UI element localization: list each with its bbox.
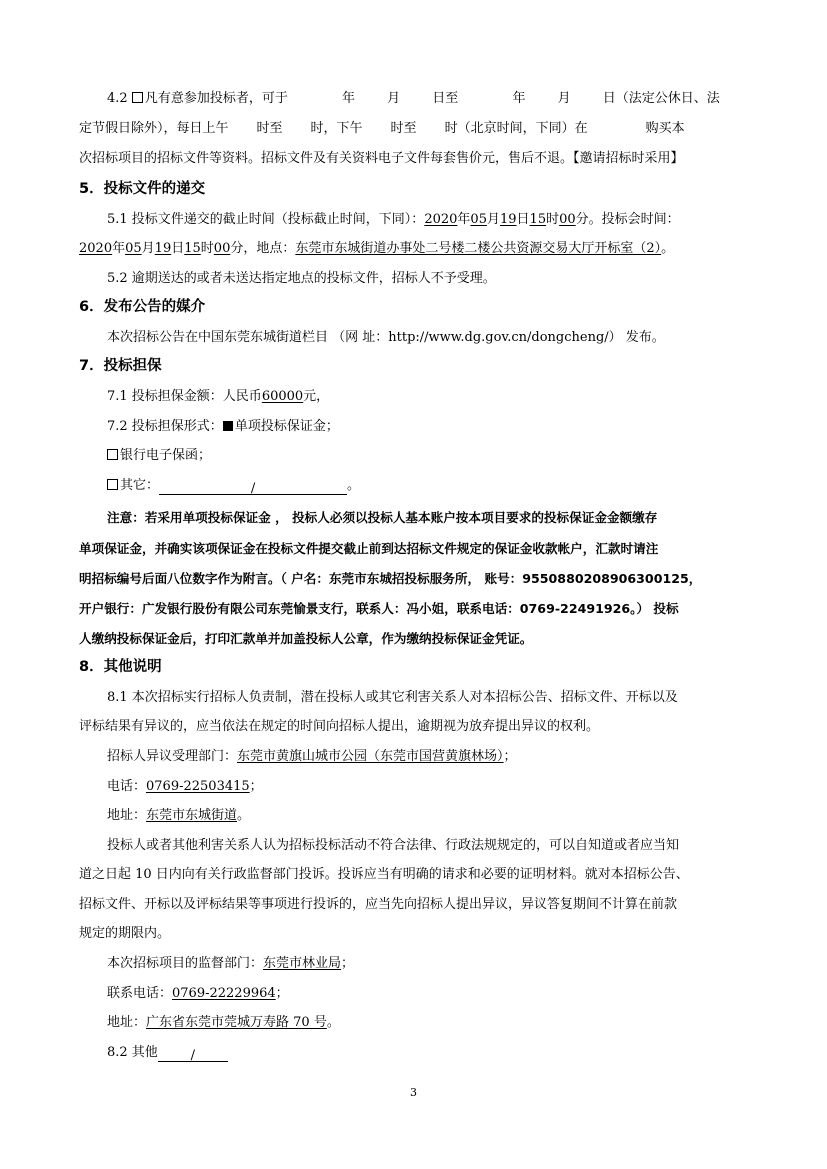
clause-5-2: 5.2 逾期送达的或者未送达指定地点的投标文件，招标人不予受理。	[107, 271, 496, 286]
guarantee-option-bank: 银行电子保函；	[107, 447, 211, 464]
opening-location: 东莞市东城街道办事处二号楼二楼公共资源交易大厅开标室（2）	[295, 241, 662, 256]
checkbox-empty-icon	[107, 479, 118, 490]
section-5-heading: 5．投标文件的递交	[79, 181, 206, 197]
supervision-address: 地址：广东省东莞市莞城万寿路 70 号。	[107, 1015, 340, 1030]
guarantee-amount: 60000	[261, 389, 304, 404]
clause-8-2: 8.2 其他 /	[107, 1044, 228, 1062]
supervision-phone: 联系电话：0769-22229964；	[107, 986, 289, 1001]
complaint-line-4: 规定的期限内。	[79, 926, 171, 941]
guarantee-note-line-3: 明招标编号后面八位数字作为附言。（ 户名：东莞市东城招投标服务所， 账号：9550880208906300125，	[79, 571, 702, 586]
checkbox-empty-icon	[132, 92, 143, 103]
supervision-department: 本次招标项目的监督部门：东莞市林业局；	[107, 956, 355, 971]
clause-8-1-line-1: 8.1 本次招标实行招标人负责制，潜在投标人或其它利害关系人对本招标公告、招标文件、开标以及	[107, 690, 678, 705]
checkbox-checked-icon	[223, 421, 233, 431]
complaint-line-1: 投标人或者其他利害关系人认为招标投标活动不符合法律、行政法规规定的，可以自知道或者应当知	[107, 838, 680, 853]
clause-7-1: 7.1 投标担保金额：人民币60000元，	[107, 389, 330, 404]
guarantee-note-line-4: 开户银行：广发银行股份有限公司东莞愉景支行，联系人：冯小姐，联系电话：0769-22491926。） 投标	[79, 601, 679, 616]
clause-8-1-line-2: 评标结果有异议的，应当依法在规定的时间向招标人提出，逾期视为放弃提出异议的权利。	[79, 719, 600, 734]
clause-5-1-line-1: 5.1 投标文件递交的截止时间（投标截止时间，下同）：2020年05月19日15时00分。投标会时间：	[107, 212, 680, 227]
guarantee-note-line-2: 单项保证金，并确实该项保证金在投标文件提交截止前到达招标文件规定的保证金收款帐户，汇款时请注	[79, 541, 659, 556]
section-8-heading: 8．其他说明	[79, 659, 162, 675]
objection-department: 招标人异议受理部门：东莞市黄旗山城市公园（东莞市国营黄旗林场）；	[107, 749, 517, 764]
guarantee-note-line-5: 人缴纳投标保证金后，打印汇款单并加盖投标人公章，作为缴纳投标保证金凭证。	[79, 631, 533, 646]
clause-7-2: 7.2 投标担保形式： 单项投标保证金；	[107, 419, 339, 434]
section-6-heading: 6．发布公告的媒介	[79, 299, 206, 315]
checkbox-empty-icon	[107, 449, 118, 460]
objection-phone: 电话：0769-22503415；	[107, 779, 263, 794]
complaint-line-3: 招标文件、开标以及评标结果等事项进行投诉的，应当先向招标人提出异议，异议答复期间不计算在前款	[79, 897, 678, 912]
clause-5-1-line-2: 2020年05月19日15时00分，地点：东莞市东城街道办事处二号楼二楼公共资源交易大厅开标室（2）。	[79, 241, 675, 256]
clause-4-2-line-2: 定节假日除外），每日上午 时至 时，下午 时至 时（北京时间，下同）在 购买本	[79, 121, 685, 136]
section-6-text: 本次招标公告在中国东莞东城街道栏目 （网 址：http://www.dg.gov.cn/dongcheng/） 发布。	[107, 330, 665, 345]
clause-4-2-line-3: 次招标项目的招标文件等资料。招标文件及有关资料电子文件每套售价元，售后不退。【邀请招标时采用】	[79, 151, 684, 166]
page-number: 3	[410, 1086, 417, 1099]
objection-address: 地址：东莞市东城街道。	[107, 808, 251, 823]
guarantee-option-other: 其它： / 。	[107, 477, 360, 495]
complaint-line-2: 道之日起 10 日内向有关行政监督部门投诉。投诉应当有明确的请求和必要的证明材料。就对本招标公告、	[79, 867, 689, 882]
section-7-heading: 7．投标担保	[79, 358, 162, 374]
guarantee-note-line-1: 注意：若采用单项投标保证金 ， 投标人必须以投标人基本账户按本项目要求的投标保证金金额缴存	[107, 510, 658, 525]
clause-4-2-line-1: 4.2 凡有意参加投标者，可于 年 月 日至 年 月 日（法定公休日、法	[107, 91, 720, 106]
